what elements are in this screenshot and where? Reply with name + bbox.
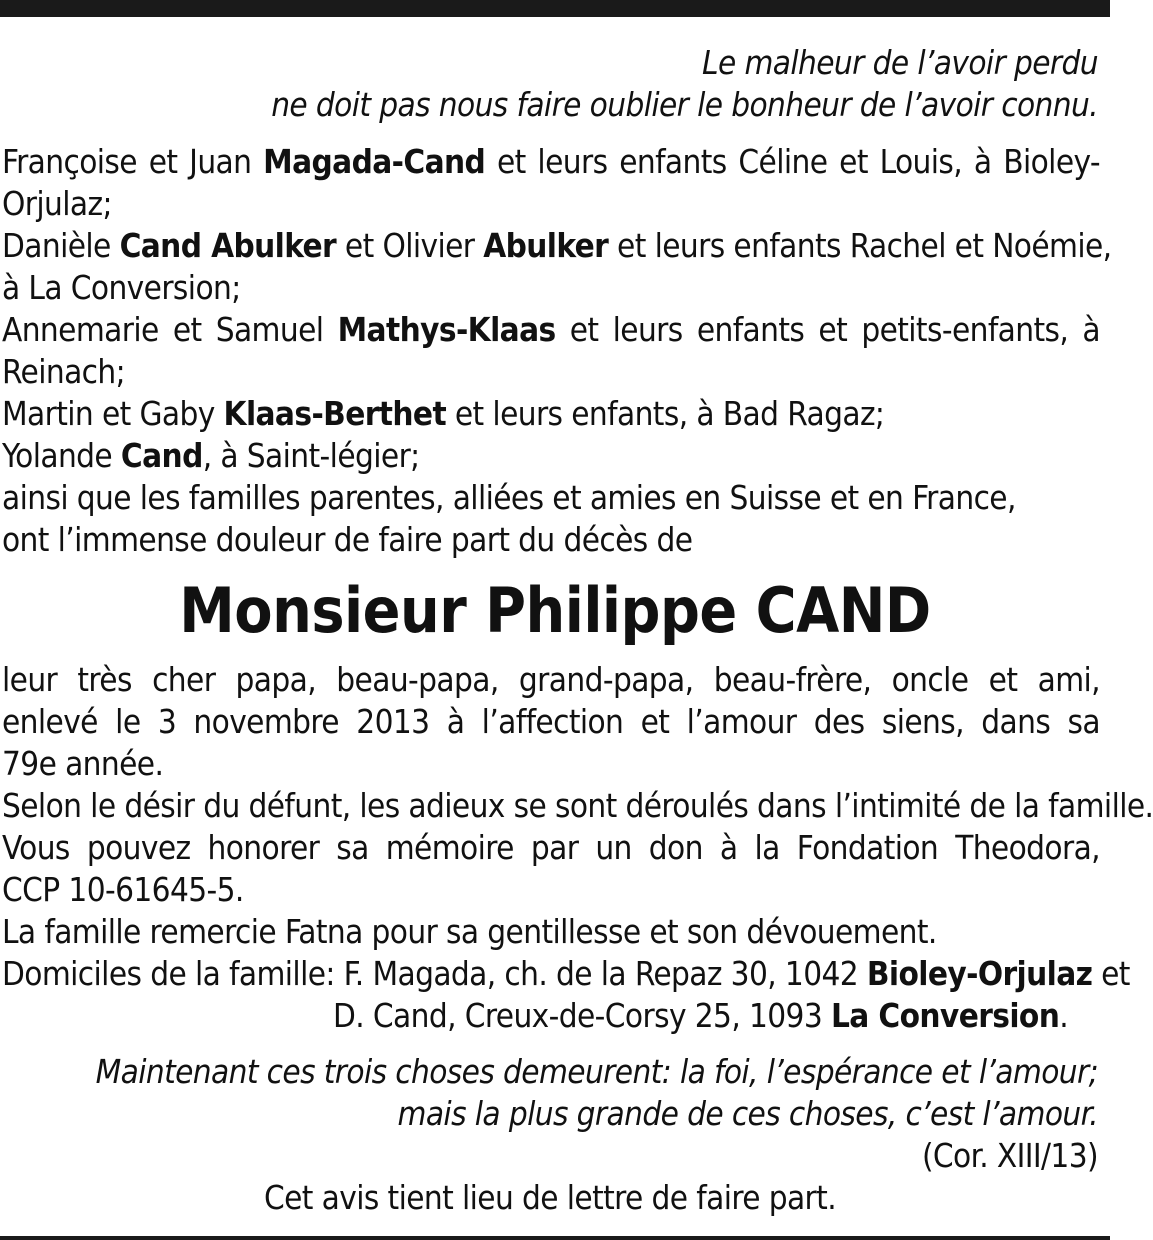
family-line-2: Danièle Cand Abulker et Olivier Abulker et leurs enfants Rachel et Noémie, — [2, 226, 1112, 265]
body-line-8: Domiciles de la famille: F. Magada, ch. de la Repaz 30, 1042 Bioley-Orjulaz et — [2, 954, 1130, 993]
family-line-3b: Reinach; — [2, 352, 126, 391]
epigraph-line-2: ne doit pas nous faire oublier le bonheur de l’avoir connu. — [271, 85, 1098, 124]
family-line-5: Yolande Cand, à Saint-légier; — [2, 436, 420, 475]
family-line-1: Françoise et Juan Magada-Cand et leurs enfants Céline et Louis, à Bioley- — [2, 142, 1100, 181]
family-line-3: Annemarie et Samuel Mathys-Klaas et leurs enfants et petits-enfants, à — [2, 310, 1100, 349]
body-line-3: 79e année. — [2, 744, 164, 783]
family-name: Magada-Cand — [263, 142, 486, 181]
body-line-6: CCP 10-61645-5. — [2, 870, 244, 909]
body-line-7: La famille remercie Fatna pour sa gentillesse et son dévouement. — [2, 912, 937, 951]
family-line-2b: à La Conversion; — [2, 268, 241, 307]
family-name: Mathys-Klaas — [337, 310, 556, 349]
epigraph-line-1: Le malheur de l’avoir perdu — [702, 43, 1098, 82]
family-line-1b: Orjulaz; — [2, 184, 112, 223]
quote-reference: (Cor. XIII/13) — [921, 1136, 1098, 1175]
family-name: Abulker — [483, 226, 609, 265]
body-line-5: Vous pouvez honorer sa mémoire par un don à la Fondation Theodora, — [2, 828, 1100, 867]
footer-note: Cet avis tient lieu de lettre de faire part. — [263, 1178, 837, 1217]
bottom-rule — [0, 1236, 1110, 1240]
top-rule — [0, 0, 1110, 17]
family-line-4: Martin et Gaby Klaas-Berthet et leurs enfants, à Bad Ragaz; — [2, 394, 885, 433]
family-line-7: ont l’immense douleur de faire part du décès de — [2, 520, 693, 559]
quote-line-2: mais la plus grande de ces choses, c’est l’amour. — [397, 1094, 1098, 1133]
family-line-6: ainsi que les familles parentes, alliées et amies en Suisse et en France, — [2, 478, 1016, 517]
body-line-2: enlevé le 3 novembre 2013 à l’affection et l’amour des siens, dans sa — [2, 702, 1100, 741]
quote-line-1: Maintenant ces trois choses demeurent: la foi, l’espérance et l’amour; — [95, 1052, 1098, 1091]
body-line-4: Selon le désir du défunt, les adieux se sont déroulés dans l’intimité de la famille. — [2, 786, 1153, 825]
body-line-1: leur très cher papa, beau-papa, grand-papa, beau-frère, oncle et ami, — [2, 660, 1100, 699]
body-line-9: D. Cand, Creux-de-Corsy 25, 1093 La Conversion. — [333, 996, 1069, 1035]
family-name: Cand — [120, 436, 203, 475]
city-name: La Conversion — [830, 996, 1060, 1035]
family-name: Klaas-Berthet — [223, 394, 447, 433]
family-name: Cand Abulker — [119, 226, 337, 265]
deceased-name: Monsieur Philippe CAND — [179, 574, 931, 647]
city-name: Bioley-Orjulaz — [866, 954, 1093, 993]
